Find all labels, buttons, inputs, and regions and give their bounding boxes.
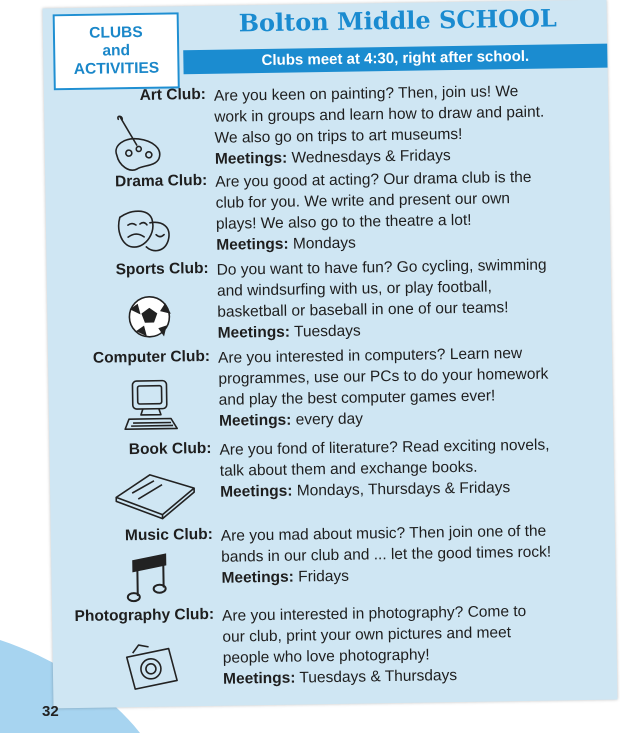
theatre-masks-icon: [112, 202, 183, 263]
meetings-label: Meetings:: [222, 669, 296, 688]
meetings-label: Meetings:: [218, 411, 292, 430]
camera-icon: [118, 636, 189, 697]
description-line: work in groups and learn how to draw and paint.: [214, 103, 545, 126]
badge-line: and: [102, 42, 131, 60]
club-name: Book Club:: [128, 439, 212, 459]
club-description: [222, 600, 615, 690]
page-number: 32: [42, 703, 59, 720]
description-line: Are you interested in photography? Come to: [221, 602, 527, 625]
description-line: programmes, use our PCs to do your homework: [218, 365, 549, 388]
meetings-days: Wednesdays & Fridays: [291, 147, 451, 167]
meetings-days: Tuesdays & Thursdays: [299, 667, 458, 687]
description-line: Are you mad about music? Then join one of the: [220, 522, 547, 545]
badge-line: ACTIVITIES: [73, 59, 160, 78]
description-line: basketball or baseball in one of our teams!: [217, 299, 509, 321]
club-name: Music Club:: [124, 525, 213, 545]
school-title: Bolton Middle SCHOOL: [238, 3, 558, 38]
club-name: Computer Club:: [92, 347, 211, 367]
description-line: bands in our club and ... let the good times rock!: [221, 543, 552, 566]
description-line: Are you interested in computers? Learn new: [217, 344, 523, 367]
meetings-days: Mondays, Thursdays & Fridays: [296, 479, 511, 500]
description-line: Are you good at acting? Our drama club is the: [215, 168, 532, 191]
meetings-label: Meetings:: [216, 235, 289, 254]
club-description: [221, 520, 614, 589]
description-line: club for you. We write and present our own: [215, 190, 511, 212]
club-description: [218, 342, 611, 432]
club-name: Art Club:: [139, 85, 207, 104]
description-line: and windsurfing with us, or play football,: [216, 278, 492, 300]
description-line: people who love photography!: [222, 646, 430, 667]
banner-text: Clubs meet at 4:30, right after school.: [261, 47, 530, 70]
club-description: [217, 254, 610, 344]
meetings-days: Mondays: [292, 234, 356, 253]
club-name: Drama Club:: [114, 171, 208, 191]
meetings-days: Fridays: [298, 567, 350, 586]
book-icon: [110, 462, 201, 523]
meetings-days: Tuesdays: [293, 322, 361, 341]
description-line: Are you keen on painting? Then, join us! We: [213, 83, 519, 105]
club-description: [214, 80, 607, 170]
club-description: [215, 166, 608, 256]
meetings-label: Meetings:: [217, 323, 291, 342]
description-line: talk about them and exchange books.: [219, 458, 478, 480]
club-name: Sports Club:: [115, 259, 209, 279]
club-name: Photography Club:: [74, 605, 215, 626]
description-line: and play the best computer games ever!: [218, 387, 496, 409]
football-icon: [117, 286, 188, 347]
badge-line: CLUBS: [89, 23, 143, 42]
palette-icon: [106, 114, 177, 175]
description-line: We also go on trips to art museums!: [214, 125, 463, 147]
club-description: [219, 434, 612, 503]
description-line: Are you fond of literature? Read exciting novels,: [219, 436, 550, 459]
description-line: our club, print your own pictures and meet: [222, 624, 512, 646]
clubs-activities-badge: [53, 12, 180, 90]
computer-icon: [120, 376, 191, 437]
meetings-label: Meetings:: [221, 568, 294, 587]
meetings-label: Meetings:: [214, 149, 288, 168]
meetings-label: Meetings:: [220, 482, 293, 501]
club-flyer: [43, 0, 618, 708]
meetings-days: every day: [295, 410, 364, 429]
description-line: Do you want to have fun? Go cycling, swimming: [216, 256, 547, 279]
description-line: plays! We also go to the theatre a lot!: [215, 211, 472, 233]
music-note-icon: [125, 550, 176, 607]
